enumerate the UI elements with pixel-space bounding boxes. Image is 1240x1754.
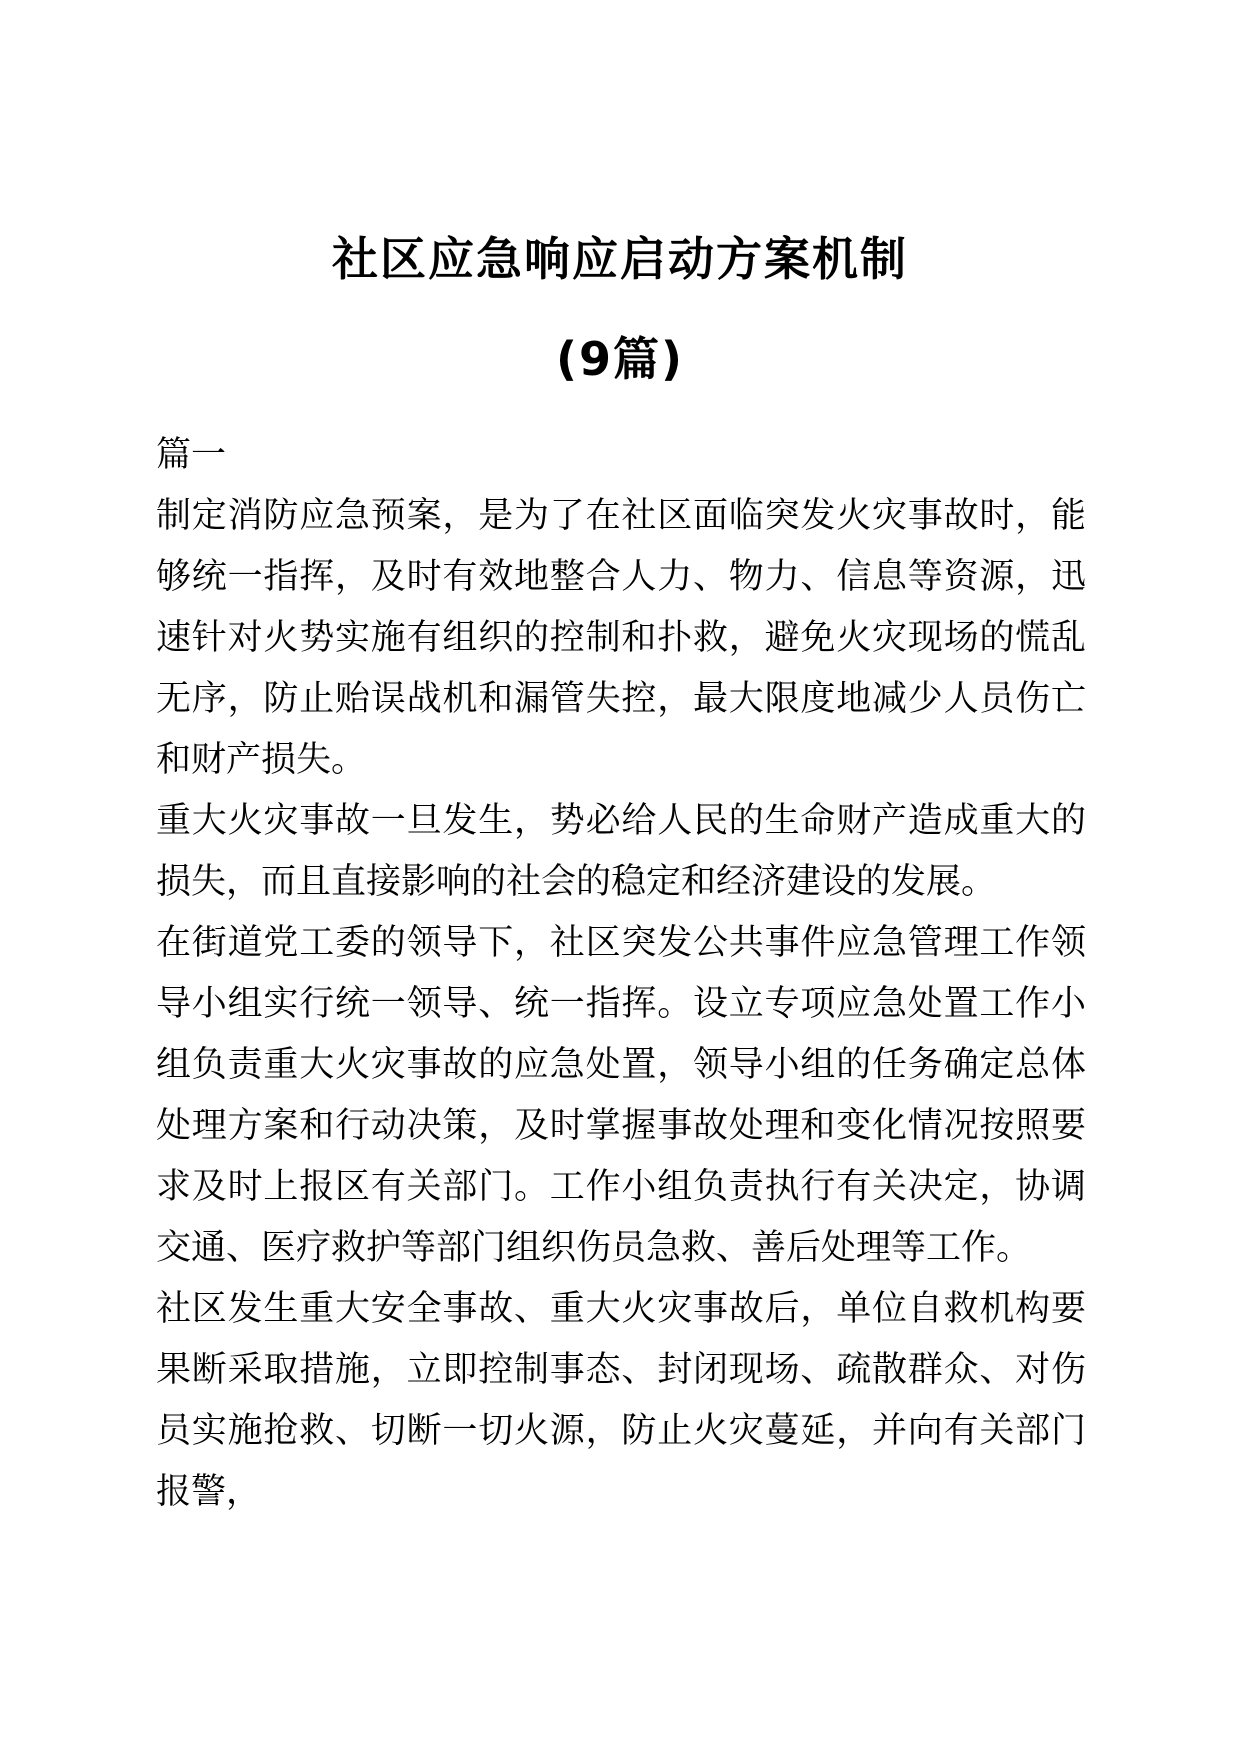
document-subtitle: (9篇)	[555, 332, 685, 386]
paragraph-3: 在街道党工委的领导下，社区突发公共事件应急管理工作领导小组实行统一领导、统一指挥。设立专项应急处置工作小组负责重大火灾事故的应急处置，领导小组的任务确定总体处理方案和行动决策，及时掌握事故处理和变化情况按照要求及时上报区有关部门。工作小组负责执行有关决定，协调交通、医疗救护等部门组织伤员急救、善后处理等工作。	[156, 923, 1086, 1268]
paragraph-4: 社区发生重大安全事故、重大火灾事故后，单位自救机构要果断采取措施，立即控制事态、封闭现场、疏散群众、对伤员实施抢救、切断一切火源，防止火灾蔓延，并向有关部门报警，	[156, 1289, 1086, 1512]
paragraph-2: 重大火灾事故一旦发生，势必给人民的生命财产造成重大的损失，而且直接影响的社会的稳定和经济建设的发展。	[156, 801, 1086, 902]
paragraph-1: 制定消防应急预案，是为了在社区面临突发火灾事故时，能够统一指挥，及时有效地整合人力、物力、信息等资源，迅速针对火势实施有组织的控制和扑救，避免火灾现场的慌乱无序，防止贻误战机和漏管失控，最大限度地减少人员伤亡和财产损失。	[156, 496, 1086, 780]
document-body	[156, 425, 1086, 1523]
document-title: 社区应急响应启动方案机制	[332, 232, 908, 286]
section-label: 篇一	[156, 435, 227, 475]
